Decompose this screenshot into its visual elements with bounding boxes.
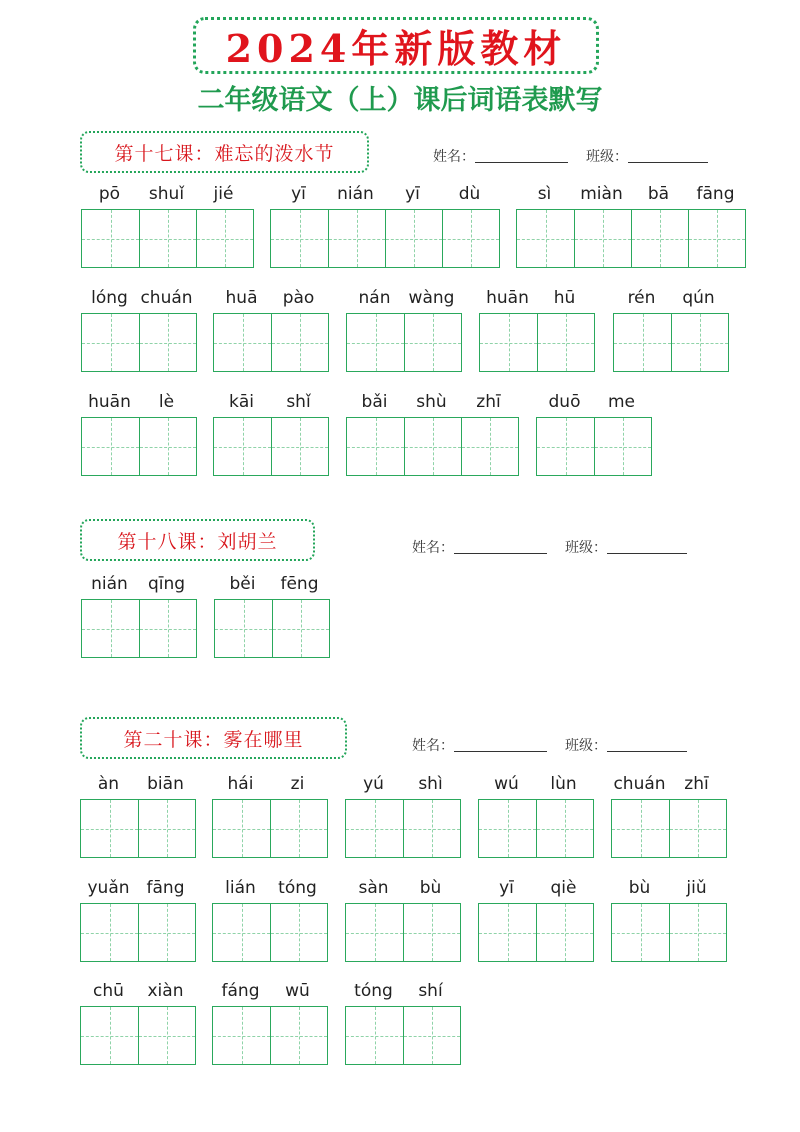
pinyin-label: lè: [158, 392, 175, 412]
pinyin-label: chū: [93, 981, 124, 1001]
writing-grid: [478, 903, 594, 962]
pinyin-label: huā: [225, 288, 258, 308]
pinyin-row: [212, 877, 326, 899]
writing-grid: [80, 799, 196, 858]
pinyin-row: [80, 877, 194, 899]
lesson-17-title: 第十七课：难忘的泼水节: [114, 142, 335, 165]
pinyin-label: lián: [225, 878, 256, 898]
name-blank[interactable]: [454, 552, 547, 554]
pinyin-row: [345, 980, 459, 1002]
lesson-20-student-info: [412, 733, 687, 755]
pinyin-row: [346, 391, 517, 413]
pinyin-label: huān: [486, 288, 529, 308]
writing-cell[interactable]: [346, 1007, 403, 1064]
pinyin-label: hū: [553, 288, 576, 308]
page-title: 2024年新版教材: [225, 26, 567, 71]
writing-cell[interactable]: [536, 904, 593, 961]
pinyin-label: sàn: [358, 878, 389, 898]
writing-cell[interactable]: [403, 800, 460, 857]
writing-grid: [346, 417, 519, 476]
writing-grid: [80, 903, 196, 962]
pinyin-row: [536, 391, 650, 413]
pinyin-label: àn: [97, 774, 120, 794]
writing-cell[interactable]: [214, 418, 271, 475]
writing-cell[interactable]: [574, 210, 631, 267]
writing-cell[interactable]: [215, 600, 272, 657]
pinyin-label: qīng: [147, 574, 186, 594]
pinyin-label: bù: [419, 878, 442, 898]
writing-cell[interactable]: [346, 800, 403, 857]
pinyin-label: yī: [405, 184, 420, 204]
writing-cell[interactable]: [271, 210, 328, 267]
pinyin-label: shǐ: [286, 392, 311, 412]
pinyin-row: [345, 877, 459, 899]
writing-grid: [536, 417, 652, 476]
writing-cell[interactable]: [139, 314, 196, 371]
writing-cell[interactable]: [270, 904, 327, 961]
writing-cell[interactable]: [347, 314, 404, 371]
lesson-18-title: 第十八课：刘胡兰: [117, 530, 278, 553]
writing-cell[interactable]: [480, 314, 537, 371]
pinyin-label: nián: [337, 184, 374, 204]
pinyin-row: [81, 391, 195, 413]
pinyin-label: shí: [418, 981, 443, 1001]
writing-cell[interactable]: [612, 800, 669, 857]
pinyin-label: nán: [358, 288, 391, 308]
writing-grid: [81, 599, 197, 658]
pinyin-row: [345, 773, 459, 795]
lesson-17-title-box: [80, 131, 369, 173]
writing-cell[interactable]: [347, 418, 404, 475]
class-label: 班级：: [565, 540, 607, 556]
pinyin-label: sì: [537, 184, 552, 204]
writing-cell[interactable]: [196, 210, 253, 267]
title-banner: [193, 17, 599, 74]
pinyin-label: nián: [91, 574, 128, 594]
writing-grid: [212, 1006, 328, 1065]
pinyin-label: fáng: [221, 981, 260, 1001]
pinyin-label: jiǔ: [686, 878, 707, 898]
writing-cell[interactable]: [328, 210, 385, 267]
name-blank[interactable]: [454, 750, 547, 752]
writing-cell[interactable]: [82, 314, 139, 371]
writing-grid: [213, 313, 329, 372]
writing-grid: [345, 1006, 461, 1065]
pinyin-row: [479, 287, 593, 309]
writing-cell[interactable]: [138, 904, 195, 961]
pinyin-label: wàng: [408, 288, 455, 308]
writing-grid: [213, 417, 329, 476]
pinyin-label: chuán: [140, 288, 193, 308]
writing-grid: [212, 799, 328, 858]
writing-grid: [270, 209, 500, 268]
pinyin-label: qiè: [550, 878, 577, 898]
writing-cell[interactable]: [271, 418, 328, 475]
class-label: 班级：: [565, 738, 607, 754]
pinyin-label: kāi: [229, 392, 254, 412]
pinyin-label: yī: [499, 878, 514, 898]
pinyin-label: hái: [227, 774, 254, 794]
pinyin-label: qún: [682, 288, 715, 308]
writing-grid: [212, 903, 328, 962]
pinyin-row: [478, 773, 592, 795]
writing-cell[interactable]: [139, 210, 196, 267]
writing-cell[interactable]: [404, 314, 461, 371]
writing-cell[interactable]: [270, 800, 327, 857]
pinyin-label: zi: [290, 774, 305, 794]
pinyin-row: [212, 773, 326, 795]
pinyin-row: [81, 573, 195, 595]
pinyin-label: shuǐ: [148, 184, 185, 204]
pinyin-row: [81, 287, 195, 309]
writing-cell[interactable]: [614, 314, 671, 371]
writing-cell[interactable]: [138, 1007, 195, 1064]
name-label: 姓名：: [412, 738, 454, 754]
writing-grid: [345, 799, 461, 858]
pinyin-label: yī: [291, 184, 306, 204]
writing-cell[interactable]: [688, 210, 745, 267]
pinyin-label: pō: [98, 184, 121, 204]
writing-cell[interactable]: [669, 800, 726, 857]
writing-cell[interactable]: [536, 800, 593, 857]
writing-grid: [214, 599, 330, 658]
writing-cell[interactable]: [631, 210, 688, 267]
writing-grid: [613, 313, 729, 372]
pinyin-label: zhī: [684, 774, 709, 794]
pinyin-label: chuán: [613, 774, 666, 794]
writing-cell[interactable]: [403, 904, 460, 961]
writing-cell[interactable]: [213, 800, 270, 857]
pinyin-label: me: [607, 392, 636, 412]
writing-cell[interactable]: [594, 418, 651, 475]
writing-cell[interactable]: [82, 210, 139, 267]
writing-cell[interactable]: [81, 1007, 138, 1064]
writing-cell[interactable]: [213, 1007, 270, 1064]
writing-cell[interactable]: [479, 904, 536, 961]
pinyin-label: zhī: [476, 392, 501, 412]
name-label: 姓名：: [412, 540, 454, 556]
writing-grid: [611, 903, 727, 962]
pinyin-row: [80, 980, 194, 1002]
writing-cell[interactable]: [139, 600, 196, 657]
writing-grid: [80, 1006, 196, 1065]
writing-cell[interactable]: [385, 210, 442, 267]
pinyin-row: [213, 287, 327, 309]
writing-cell[interactable]: [537, 314, 594, 371]
writing-cell[interactable]: [139, 418, 196, 475]
pinyin-label: wū: [285, 981, 310, 1001]
writing-cell[interactable]: [272, 600, 329, 657]
pinyin-label: fēng: [280, 574, 319, 594]
pinyin-label: bǎi: [361, 392, 388, 412]
pinyin-label: huān: [88, 392, 131, 412]
writing-grid: [516, 209, 746, 268]
writing-cell[interactable]: [537, 418, 594, 475]
pinyin-row: [80, 773, 194, 795]
name-blank[interactable]: [475, 161, 568, 163]
pinyin-label: jié: [213, 184, 234, 204]
writing-cell[interactable]: [403, 1007, 460, 1064]
lesson-20-title-box: [80, 717, 347, 759]
class-label: 班级：: [586, 149, 628, 165]
writing-grid: [478, 799, 594, 858]
pinyin-row: [611, 877, 725, 899]
writing-cell[interactable]: [442, 210, 499, 267]
pinyin-row: [516, 183, 744, 205]
writing-cell[interactable]: [461, 418, 518, 475]
pinyin-label: bù: [628, 878, 651, 898]
writing-cell[interactable]: [669, 904, 726, 961]
writing-cell[interactable]: [479, 800, 536, 857]
pinyin-label: wú: [494, 774, 519, 794]
pinyin-row: [270, 183, 498, 205]
pinyin-row: [611, 773, 725, 795]
pinyin-label: fāng: [696, 184, 735, 204]
writing-grid: [345, 903, 461, 962]
pinyin-row: [214, 573, 328, 595]
writing-cell[interactable]: [271, 314, 328, 371]
class-blank[interactable]: [607, 750, 687, 752]
writing-cell[interactable]: [346, 904, 403, 961]
pinyin-label: běi: [229, 574, 256, 594]
writing-cell[interactable]: [214, 314, 271, 371]
pinyin-label: tóng: [354, 981, 393, 1001]
pinyin-label: shì: [418, 774, 443, 794]
pinyin-label: yú: [363, 774, 384, 794]
writing-cell[interactable]: [612, 904, 669, 961]
writing-grid: [346, 313, 462, 372]
writing-grid: [81, 313, 197, 372]
writing-cell[interactable]: [671, 314, 728, 371]
page-subtitle: 二年级语文（上）课后词语表默写: [197, 85, 603, 116]
pinyin-row: [346, 287, 460, 309]
pinyin-label: fāng: [146, 878, 185, 898]
writing-cell[interactable]: [138, 800, 195, 857]
lesson-17-student-info: [433, 144, 708, 166]
class-blank[interactable]: [607, 552, 687, 554]
pinyin-label: tóng: [278, 878, 317, 898]
pinyin-label: bā: [647, 184, 670, 204]
lesson-20-title: 第二十课：雾在哪里: [123, 728, 304, 751]
pinyin-row: [81, 183, 252, 205]
lesson-18-title-box: [80, 519, 315, 561]
pinyin-row: [478, 877, 592, 899]
writing-grid: [81, 417, 197, 476]
writing-cell[interactable]: [81, 904, 138, 961]
pinyin-row: [613, 287, 727, 309]
pinyin-label: rén: [627, 288, 656, 308]
pinyin-label: lóng: [91, 288, 128, 308]
writing-cell[interactable]: [517, 210, 574, 267]
lesson-18-student-info: [412, 535, 687, 557]
writing-grid: [611, 799, 727, 858]
pinyin-label: yuǎn: [87, 878, 130, 898]
writing-grid: [479, 313, 595, 372]
writing-cell[interactable]: [213, 904, 270, 961]
pinyin-label: biān: [147, 774, 184, 794]
pinyin-label: xiàn: [147, 981, 184, 1001]
class-blank[interactable]: [628, 161, 708, 163]
pinyin-label: duō: [548, 392, 581, 412]
writing-cell[interactable]: [82, 418, 139, 475]
writing-grid: [81, 209, 254, 268]
pinyin-label: pào: [282, 288, 315, 308]
pinyin-label: miàn: [580, 184, 623, 204]
pinyin-label: shù: [416, 392, 447, 412]
writing-cell[interactable]: [82, 600, 139, 657]
writing-cell[interactable]: [270, 1007, 327, 1064]
pinyin-row: [213, 391, 327, 413]
writing-cell[interactable]: [81, 800, 138, 857]
pinyin-row: [212, 980, 326, 1002]
pinyin-label: lùn: [550, 774, 577, 794]
writing-cell[interactable]: [404, 418, 461, 475]
pinyin-label: dù: [458, 184, 481, 204]
name-label: 姓名：: [433, 149, 475, 165]
